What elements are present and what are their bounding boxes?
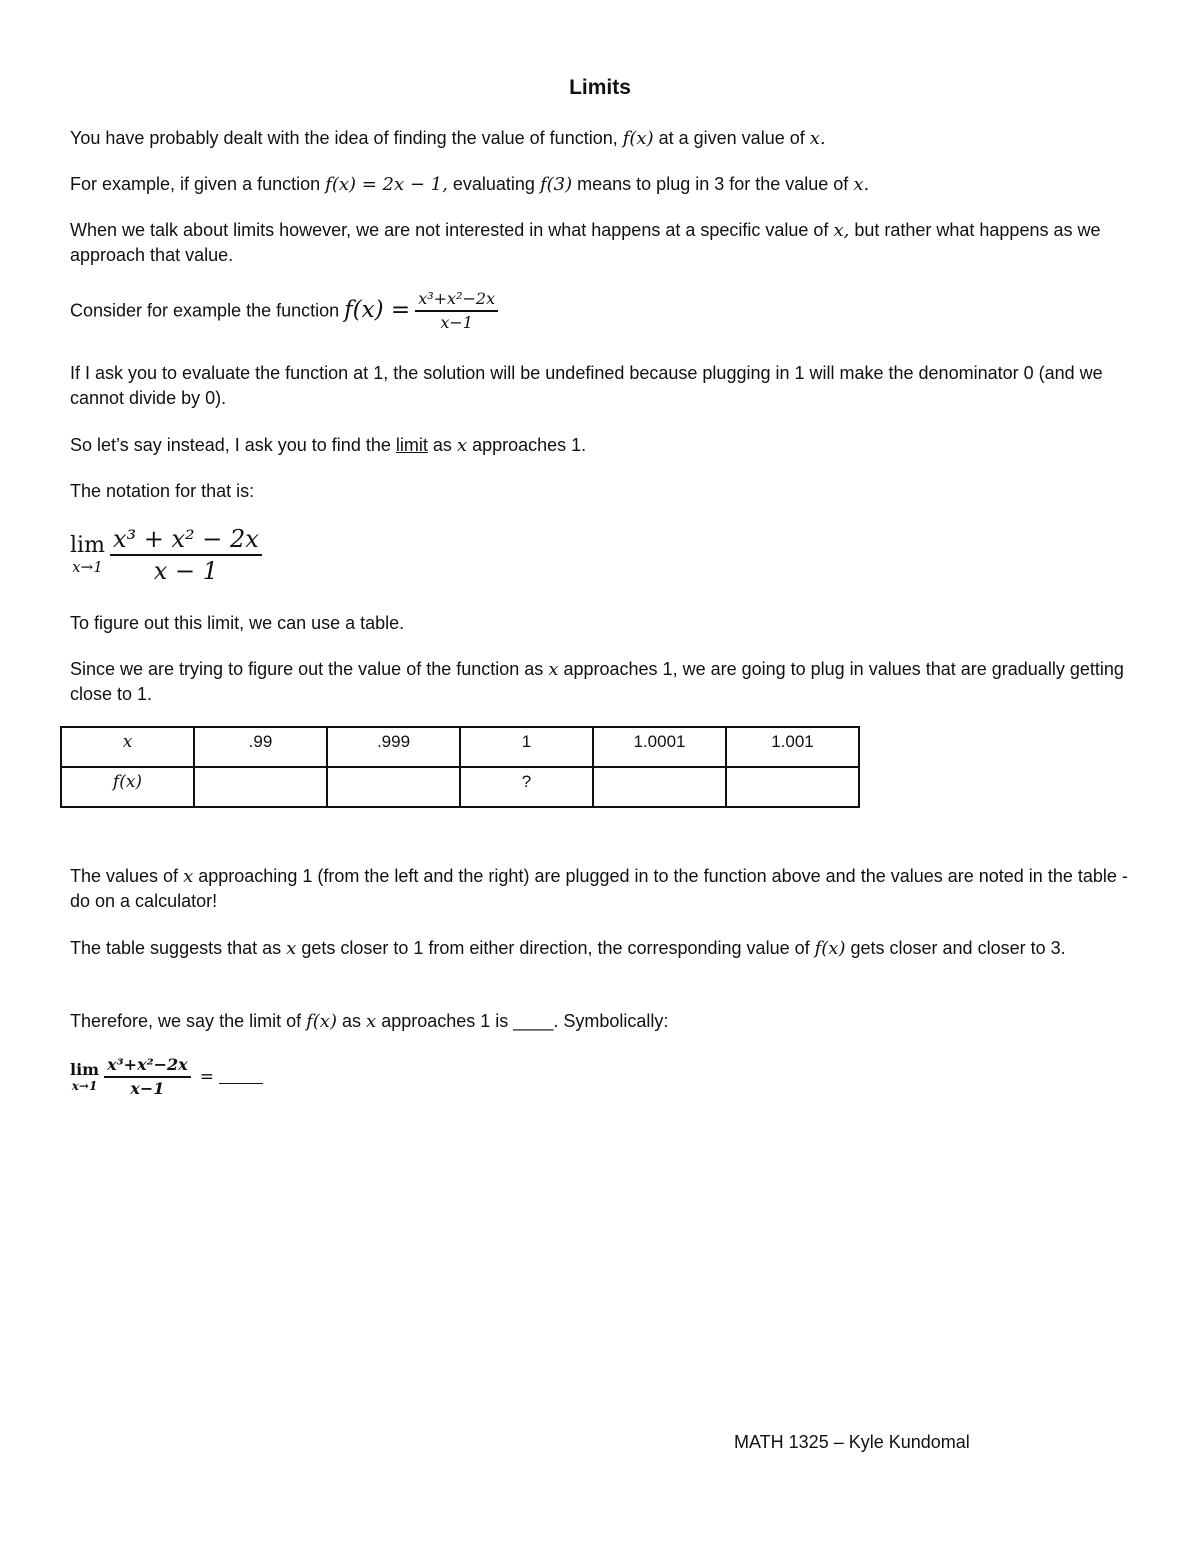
paragraph-limits-concept: When we talk about limits however, we are not interested in what happens at a specific value of x, but rather what happens as we approach that value. [70,220,1101,265]
paragraph-intro: You have probably dealt with the idea of finding the value of function, f(x) at a given value of x. [70,128,826,149]
limit-answer-expression: lim x→1 $\frac{\text{x³+x²−2x}}{x-1}$ = [70,1056,263,1097]
table-cell: ? [460,767,593,807]
paragraph-consider-function: Consider for example the function f(x) = $\frac{\text{x³+x²−2x}}{x-1}$ [70,290,1135,331]
paragraph-undefined: If I ask you to evaluate the function at 1, the solution will be undefined because plugging in 1 will make the denominator 0 (and we cannot divide by 0). [70,363,1103,408]
table-row [61,767,859,807]
values-table [60,726,860,808]
footer-course: MATH 1325 – Kyle Kundomal [734,1432,970,1452]
table-cell [327,767,460,807]
table-cell: x [61,727,194,767]
paragraph-find-limit: So let’s say instead, I ask you to find the limit as x approaches 1. [70,435,587,456]
limit-fraction: $\frac{\text{x³ + x² − 2x}}{x - 1}$ [110,526,262,585]
table-row [61,727,859,767]
table-cell [194,767,327,807]
paragraph-plug-values: Since we are trying to figure out the value of the function as x approaches 1, we are going to plug in values that are gradually getting close to 1. [70,659,1124,704]
answer-blank [219,1069,263,1084]
table-cell: .999 [327,727,460,767]
limit-fraction-small: $\frac{\text{x³+x²−2x}}{x-1}$ [104,1056,191,1097]
paragraph-use-table: To figure out this limit, we can use a table. [70,613,405,633]
table-cell [593,767,726,807]
paragraph-values-approaching: The values of x approaching 1 (from the left and the right) are plugged in to the function above and the values are noted in the table - do on a calculator! [70,866,1128,911]
function-fraction: $\frac{\text{x³+x²−2x}}{x-1}$ [415,290,498,331]
paragraph-therefore: Therefore, we say the limit of f(x) as x approaches 1 is ____. Symbolically: [70,1011,669,1032]
table-cell: 1.0001 [593,727,726,767]
table-cell: f(x) [61,767,194,807]
paragraph-notation: The notation for that is: [70,481,255,501]
table-cell: .99 [194,727,327,767]
limit-notation-display [70,526,262,585]
limit-underlined: limit [395,435,428,455]
lim-operator: lim x→1 [70,533,105,577]
table-cell [726,767,859,807]
table-cell: 1.001 [726,727,859,767]
paragraph-table-suggests: The table suggests that as x gets closer to 1 from either direction, the corresponding value of f(x) gets closer and closer to 3. [70,938,1066,959]
table-cell: 1 [460,727,593,767]
page-title: Limits [569,76,631,99]
lim-operator-small: lim x→1 [70,1059,100,1093]
paragraph-example: For example, if given a function f(x) = 2x − 1, evaluating f(3) means to plug in 3 for the value of x. [70,174,870,195]
